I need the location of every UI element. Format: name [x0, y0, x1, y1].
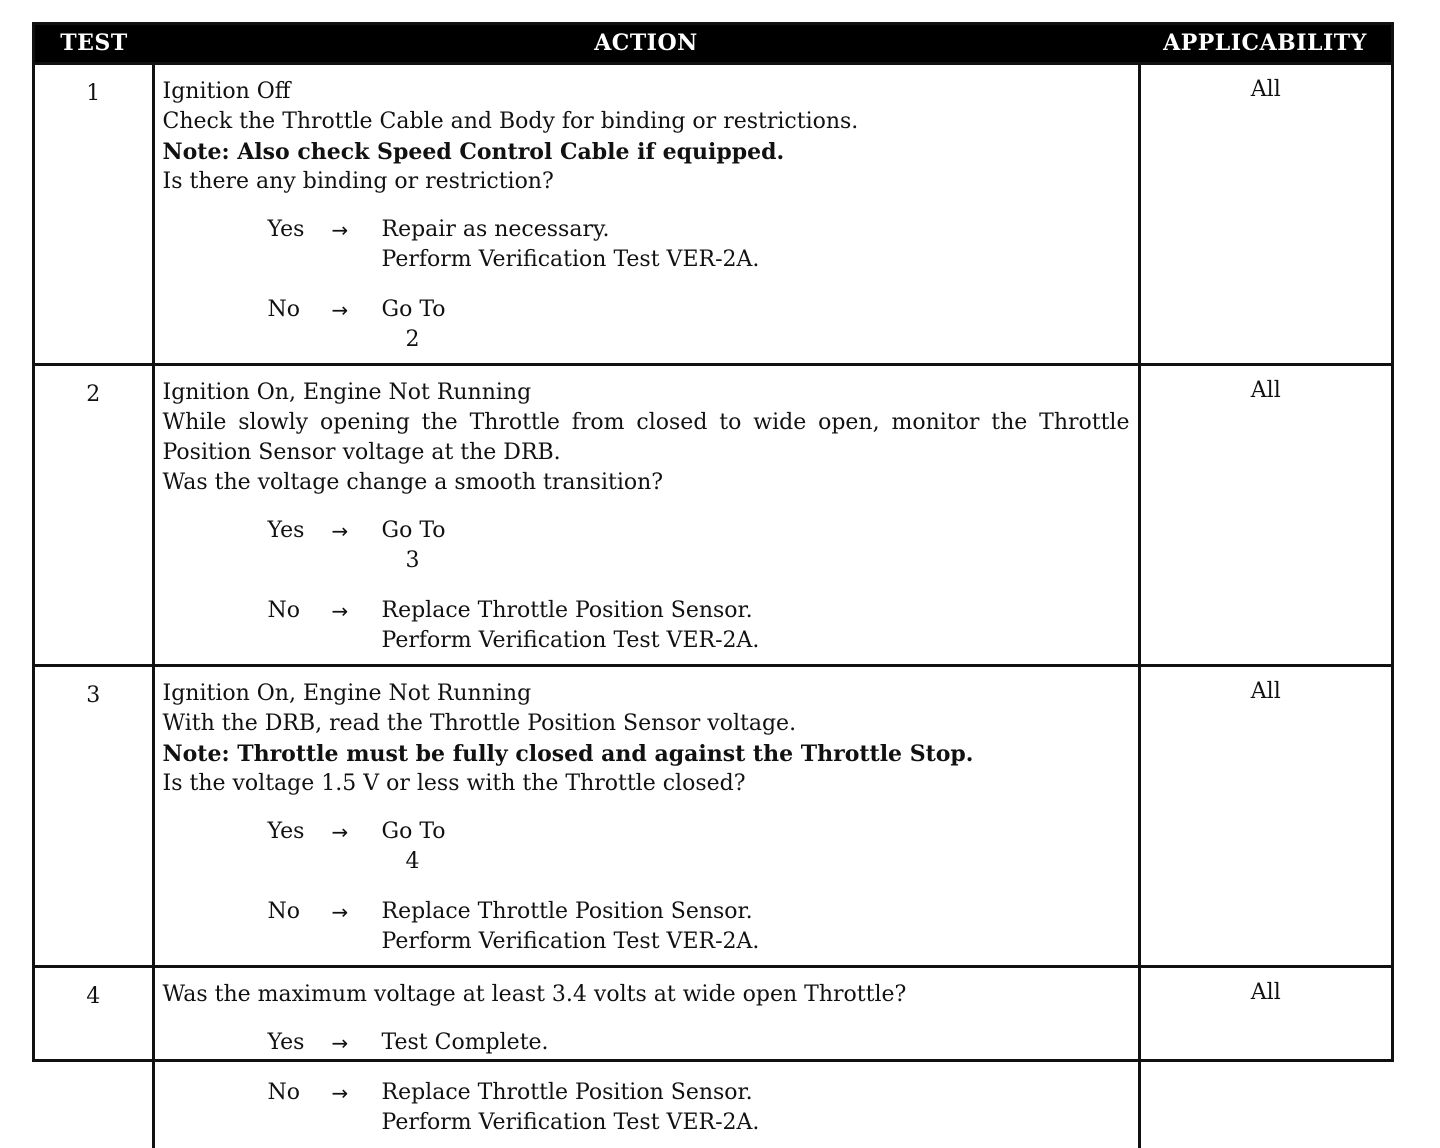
arrow-icon: →: [331, 598, 349, 623]
action-cell: [153, 665, 1139, 966]
action-text: Check the Throttle Cable and Body for binding or restrictions.: [162, 108, 859, 134]
no-label: No: [267, 597, 300, 623]
yes-label: Yes: [267, 818, 305, 844]
action-text: While slowly opening the Throttle from closed to wide open, monitor the Throttle Position Sensor voltage at the DRB.: [162, 409, 1130, 465]
arrow-icon: →: [331, 1030, 349, 1055]
question-text: Was the maximum voltage at least 3.4 volts at wide open Throttle?: [162, 981, 907, 1007]
no-result: Replace Throttle Position Sensor. Perform Verification Test VER-2A.: [381, 898, 760, 954]
no-label: No: [267, 1079, 300, 1105]
arrow-icon: →: [331, 217, 349, 242]
action-cell: [153, 364, 1139, 665]
table-row: [35, 665, 1391, 966]
action-cell: [153, 63, 1139, 364]
arrow-icon: →: [331, 899, 349, 924]
yes-result: Test Complete.: [381, 1029, 549, 1055]
no-outcome: [268, 596, 1130, 656]
action-text: With the DRB, read the Throttle Position Sensor voltage.: [162, 710, 797, 736]
header-applicability: APPLICABILITY: [1139, 25, 1391, 63]
yes-result: Go To 4: [382, 817, 1130, 877]
arrow-icon: →: [331, 518, 349, 543]
applicability-cell: All: [1139, 63, 1391, 364]
no-result: Go To 2: [382, 295, 1130, 355]
note-text: Note: Throttle must be fully closed and against the Throttle Stop.: [162, 740, 974, 767]
yes-result: Go To 3: [382, 516, 1130, 576]
yes-label: Yes: [267, 1029, 305, 1055]
arrow-icon: →: [331, 819, 349, 844]
test-table: [35, 25, 1391, 1148]
goto-step: 4: [405, 848, 420, 874]
applicability-cell: All: [1139, 966, 1391, 1148]
no-outcome: [268, 295, 1130, 355]
action-text: Ignition Off: [162, 78, 291, 104]
test-number: 3: [35, 665, 153, 966]
no-result: Replace Throttle Position Sensor. Perform Verification Test VER-2A.: [381, 1079, 760, 1135]
no-label: No: [267, 296, 300, 322]
test-number: 1: [35, 63, 153, 364]
header-action: ACTION: [153, 25, 1139, 63]
no-outcome: [268, 1078, 1130, 1138]
yes-outcome: [268, 1028, 1130, 1058]
yes-label: Yes: [267, 216, 305, 242]
yes-label: Yes: [267, 517, 305, 543]
table-row: [35, 63, 1391, 364]
yes-outcome: [268, 817, 1130, 877]
arrow-icon: →: [331, 1080, 349, 1105]
applicability-cell: All: [1139, 364, 1391, 665]
diagnostic-test-table: [32, 22, 1394, 1135]
note-text: Note: Also check Speed Control Cable if equipped.: [162, 138, 785, 165]
no-result: Replace Throttle Position Sensor. Perform Verification Test VER-2A.: [381, 597, 760, 653]
yes-result: Repair as necessary. Perform Verification Test VER-2A.: [381, 216, 760, 272]
applicability-cell: All: [1139, 665, 1391, 966]
test-number: 2: [35, 364, 153, 665]
header-test: TEST: [35, 25, 153, 63]
header-row: [35, 25, 1391, 63]
question-text: Is there any binding or restriction?: [162, 168, 554, 194]
action-text: Ignition On, Engine Not Running: [162, 680, 532, 706]
test-number: 4: [35, 966, 153, 1148]
no-outcome: [268, 897, 1130, 957]
arrow-icon: →: [331, 297, 349, 322]
action-cell: [153, 966, 1139, 1148]
table-row: [35, 364, 1391, 665]
goto-step: 3: [405, 547, 420, 573]
yes-outcome: [268, 516, 1130, 576]
table-row: [35, 966, 1391, 1148]
action-text: Ignition On, Engine Not Running: [162, 379, 532, 405]
no-label: No: [267, 898, 300, 924]
yes-outcome: [268, 215, 1130, 275]
question-text: Was the voltage change a smooth transition?: [162, 469, 664, 495]
goto-step: 2: [405, 326, 420, 352]
question-text: Is the voltage 1.5 V or less with the Throttle closed?: [162, 770, 746, 796]
